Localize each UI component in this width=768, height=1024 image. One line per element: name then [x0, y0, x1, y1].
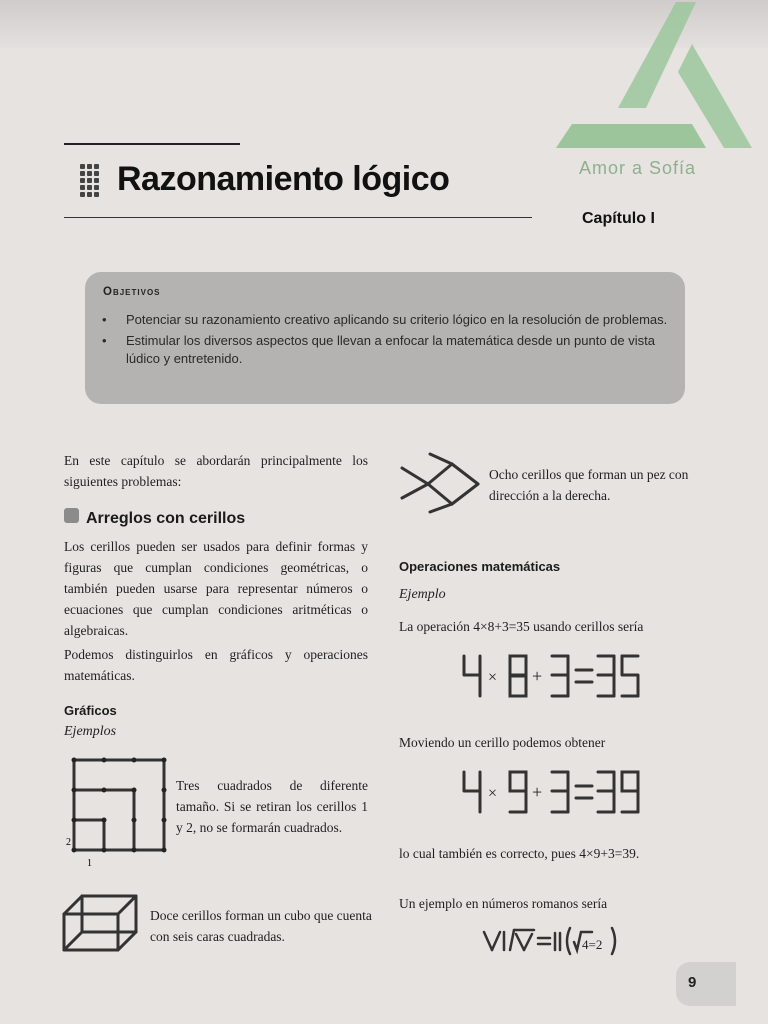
section-bullet-icon — [64, 508, 79, 523]
squares-caption: Tres cuadrados de diferente tamaño. Si se retiran los cerillos 1 y 2, no se formarán cuadrados. — [176, 778, 368, 835]
move-text: Moviendo un cerillo podemos obtener — [399, 735, 606, 750]
chapter-dots-icon — [80, 164, 102, 204]
roman-equation — [480, 924, 620, 958]
objectives-list — [100, 311, 670, 371]
roman-text: Un ejemplo en números romanos sería — [399, 896, 608, 911]
graphics-title: Gráficos — [64, 703, 117, 718]
eq2-times: × — [488, 785, 498, 802]
three-squares-figure — [62, 754, 172, 870]
cube-figure — [60, 892, 142, 954]
match-label-1: 1 — [87, 858, 92, 869]
distinguish-paragraph: Podemos distinguirlos en gráficos y operaciones matemáticas. — [64, 647, 368, 683]
fish-caption: Ocho cerillos que forman un pez con dirección a la derecha. — [489, 467, 689, 503]
page-tab — [676, 962, 736, 1006]
amor-a-sofia-logo-icon — [556, 0, 752, 150]
objective-item: • Estimular los diversos aspectos que llevan a enfocar la matemática desde un punto de vista lúdico y entretenido. — [100, 332, 670, 368]
matchstick-equation-1 — [458, 652, 644, 702]
eq2-plus: + — [532, 782, 543, 802]
examples-label: Ejemplos — [64, 724, 117, 739]
eq1-times: × — [488, 669, 498, 686]
eq1-plus: + — [532, 666, 543, 686]
roman-radicand: 4=2 — [582, 937, 603, 952]
cube-caption: Doce cerillos forman un cubo que cuenta con seis caras cuadradas. — [150, 908, 372, 944]
page-title: Razonamiento lógico — [117, 160, 450, 198]
objectives-title: Objetivos — [103, 286, 161, 298]
logo-text: Amor a Sofía — [579, 158, 697, 178]
objective-item: • Potenciar su razonamiento creativo aplicando su criterio lógico en la resolución de problemas. — [100, 311, 670, 329]
header-rule-bottom — [64, 217, 532, 218]
correct-text: lo cual también es correcto, pues 4×9+3=39. — [399, 846, 640, 861]
section-title: Arreglos con cerillos — [86, 510, 246, 527]
example-label: Ejemplo — [399, 587, 446, 602]
operation-text: La operación 4×8+3=35 usando cerillos sería — [399, 619, 644, 634]
matches-paragraph: Los cerillos pueden ser usados para definir formas y figuras que cumplan condiciones geométricas, o también pueden usarse para representar números o ecuaciones que cumplan condiciones aritméticas o algebraicas. — [64, 539, 368, 638]
header-rule-top — [64, 143, 240, 145]
matchstick-equation-2 — [458, 768, 644, 818]
match-label-2: 2 — [66, 837, 71, 848]
operations-title: Operaciones matemáticas — [399, 559, 561, 574]
page-number: 9 — [688, 974, 697, 991]
chapter-label: Capítulo I — [582, 210, 655, 227]
intro-paragraph: En este capítulo se abordarán principalmente los siguientes problemas: — [64, 453, 368, 489]
fish-figure — [398, 450, 484, 516]
